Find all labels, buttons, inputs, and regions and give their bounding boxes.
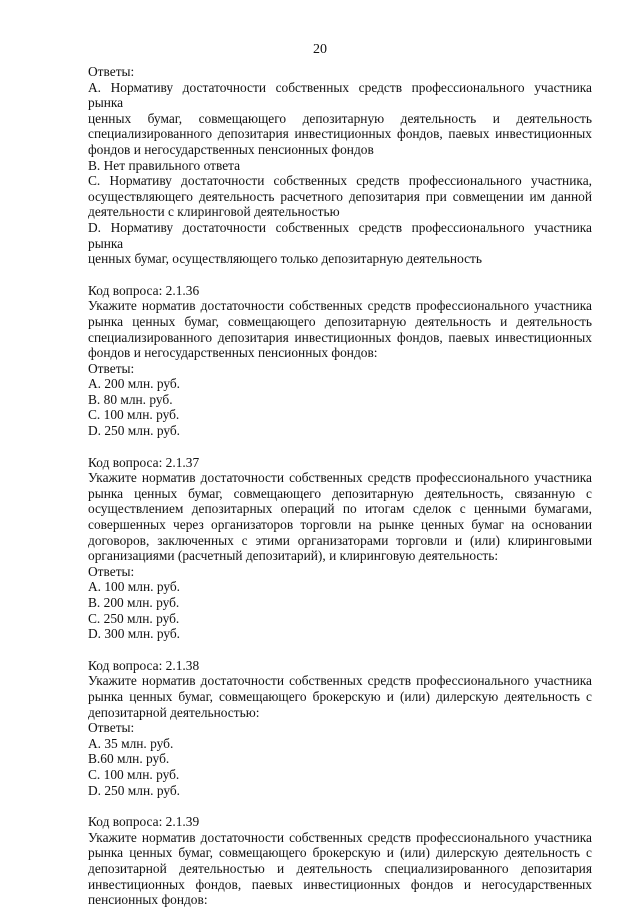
question-code: Код вопроса: 2.1.37: [88, 454, 200, 470]
question-text-line: Укажите норматив достаточности собственных средств профессионального участника: [88, 829, 592, 845]
question-text-line: Укажите норматив достаточности собственных средств профессионального участника: [88, 470, 592, 486]
page-number: 20: [313, 42, 327, 57]
answer-option: B. 80 млн. руб.: [88, 391, 173, 407]
question-text-line: пенсионных фондов:: [88, 892, 208, 908]
option-line: ценных бумаг, совмещающего депозитарную деятельность и деятельность: [88, 110, 592, 126]
answer-option: C. 100 млн. руб.: [88, 407, 180, 423]
question-text-line: Укажите норматив достаточности собственных средств профессионального участника: [88, 298, 592, 314]
answer-option: A. 100 млн. руб.: [88, 579, 181, 595]
question-text-line: депозитарной деятельностью и деятельность специализированного депозитария: [88, 860, 592, 876]
intro-answers-block: [88, 64, 592, 267]
question-text-line: инвестиционных фондов, паевых инвестиционных фондов и негосударственных: [88, 876, 592, 892]
answer-option: A. 200 млн. руб.: [88, 376, 181, 392]
question-text-line: рынка ценных бумаг, совмещающего брокерскую и (или) дилерскую деятельность с: [88, 688, 592, 704]
option-line: специализированного депозитария инвестиционных фондов, паевых инвестиционных: [88, 126, 592, 142]
answer-option: B. 200 млн. руб.: [88, 595, 180, 610]
question-code: Код вопроса: 2.1.38: [88, 657, 200, 673]
question-2-1-38: [88, 658, 592, 798]
option-line: фондов и негосударственных пенсионных фондов: [88, 141, 374, 157]
question-text-line: рынка ценных бумаг, совмещающего депозитарную деятельность и деятельность: [88, 313, 592, 329]
option-line: ценных бумаг, осуществляющего только депозитарную деятельность: [88, 251, 483, 267]
intro-option-d: [88, 220, 592, 267]
question-text-line: совершенных через организаторов торговли на рынке ценных бумаг на основании: [88, 517, 592, 533]
answer-option: D. 250 млн. руб.: [88, 782, 181, 798]
question-text-line: фондов и негосударственных пенсионных фондов:: [88, 345, 378, 361]
question-text-line: депозитарной деятельностью:: [88, 704, 260, 720]
question-text-line: специализированного депозитария инвестиционных фондов, паевых инвестиционных: [88, 329, 592, 345]
question-2-1-39: [88, 814, 592, 908]
intro-option-b: [88, 158, 592, 174]
question-2-1-37: [88, 455, 592, 642]
option-line: D. Нормативу достаточности собственных средств профессионального участника рынка: [88, 219, 592, 251]
intro-option-a: [88, 80, 592, 158]
question-text-line: рынка ценных бумаг, совмещающего брокерскую и (или) дилерскую деятельность с: [88, 845, 592, 861]
answers-label: Ответы:: [88, 64, 135, 79]
answers-label: Ответы:: [88, 720, 135, 736]
answer-option: B.60 млн. руб.: [88, 751, 170, 767]
answer-option: D. 300 млн. руб.: [88, 626, 181, 642]
option-line: A. Нормативу достаточности собственных средств профессионального участника рынка: [88, 79, 592, 111]
question-text-line: договоров, заключенных с этими организаторами торговли и (или) клиринговыми: [88, 532, 592, 548]
question-text-line: рынка ценных бумаг, совмещающего депозитарную деятельность, связанную с: [88, 485, 592, 501]
option-line: B. Нет правильного ответа: [88, 157, 241, 173]
answer-option: D. 250 млн. руб.: [88, 423, 181, 439]
question-code: Код вопроса: 2.1.36: [88, 282, 200, 298]
document-body: [88, 64, 592, 908]
intro-option-c: [88, 173, 592, 220]
answer-option: C. 100 млн. руб.: [88, 766, 180, 782]
answers-label: Ответы:: [88, 360, 135, 376]
answer-option: C. 250 млн. руб.: [88, 610, 180, 626]
question-text-line: Укажите норматив достаточности собственных средств профессионального участника: [88, 673, 592, 689]
question-text-line: осуществлением депозитарных операций по итогам сделок с ценными бумагами,: [88, 501, 592, 517]
answers-label: Ответы:: [88, 563, 135, 579]
answer-option: A. 35 млн. руб.: [88, 735, 174, 751]
question-text-line: организациями (расчетный депозитарий), и клиринговую деятельность:: [88, 548, 499, 564]
option-line: C. Нормативу достаточности собственных средств профессионального участника,: [88, 173, 592, 189]
question-code: Код вопроса: 2.1.39: [88, 814, 200, 830]
option-line: осуществляющего деятельность расчетного депозитария при совмещении им данной: [88, 188, 592, 204]
option-line: деятельности с клиринговой деятельностью: [88, 204, 340, 220]
question-2-1-36: [88, 283, 592, 439]
